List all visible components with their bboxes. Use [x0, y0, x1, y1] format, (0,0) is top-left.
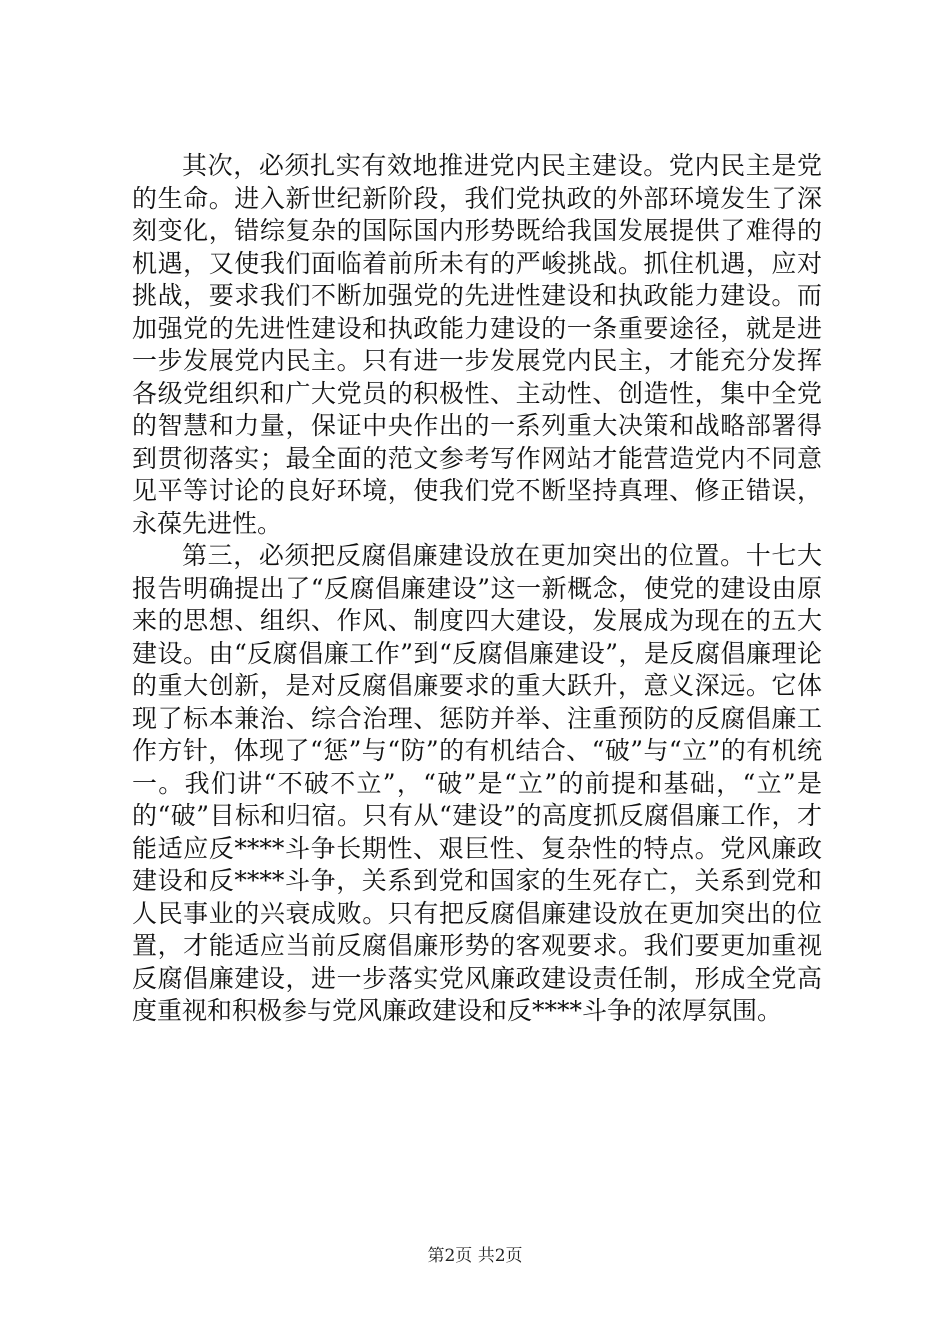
- document-body: [132, 150, 822, 1028]
- paragraph-anti-corruption: 第三，必须把反腐倡廉建设放在更加突出的位置。十七大报告明确提出了“反腐倡廉建设”这一新概念，使党的建设由原来的思想、组织、作风、制度四大建设，发展成为现在的五大建设。由“反腐倡廉工作”到“反腐倡廉建设”，是反腐倡廉理论的重大创新，是对反腐倡廉要求的重大跃升，意义深远。它体现了标本兼治、综合治理、惩防并举、注重预防的反腐倡廉工作方针，体现了“惩”与“防”的有机结合、“破”与“立”的有机统一。我们讲“不破不立”，“破”是“立”的前提和基础，“立”是的“破”目标和归宿。只有从“建设”的高度抓反腐倡廉工作，才能适应反****斗争长期性、艰巨性、复杂性的特点。党风廉政建设和反****斗争，关系到党和国家的生死存亡，关系到党和人民事业的兴衰成败。只有把反腐倡廉建设放在更加突出的位置，才能适应当前反腐倡廉形势的客观要求。我们要更加重视反腐倡廉建设，进一步落实党风廉政建设责任制，形成全党高度重视和积极参与党风廉政建设和反****斗争的浓厚氛围。: [132, 541, 822, 1025]
- paragraph-party-democracy: 其次，必须扎实有效地推进党内民主建设。党内民主是党的生命。进入新世纪新阶段，我们党执政的外部环境发生了深刻变化，错综复杂的国际国内形势既给我国发展提供了难得的机遇，又使我们面临着前所未有的严峻挑战。抓住机遇，应对挑战，要求我们不断加强党的先进性建设和执政能力建设。而加强党的先进性建设和执政能力建设的一条重要途径，就是进一步发展党内民主。只有进一步发展党内民主，才能充分发挥各级党组织和广大党员的积极性、主动性、创造性，集中全党的智慧和力量，保证中央作出的一系列重大决策和战略部署得到贯彻落实；最全面的范文参考写作网站才能营造党内不同意见平等讨论的良好环境，使我们党不断坚持真理、修正错误，永葆先进性。: [132, 151, 822, 538]
- page-number-footer: 第2页 共2页: [427, 1246, 523, 1266]
